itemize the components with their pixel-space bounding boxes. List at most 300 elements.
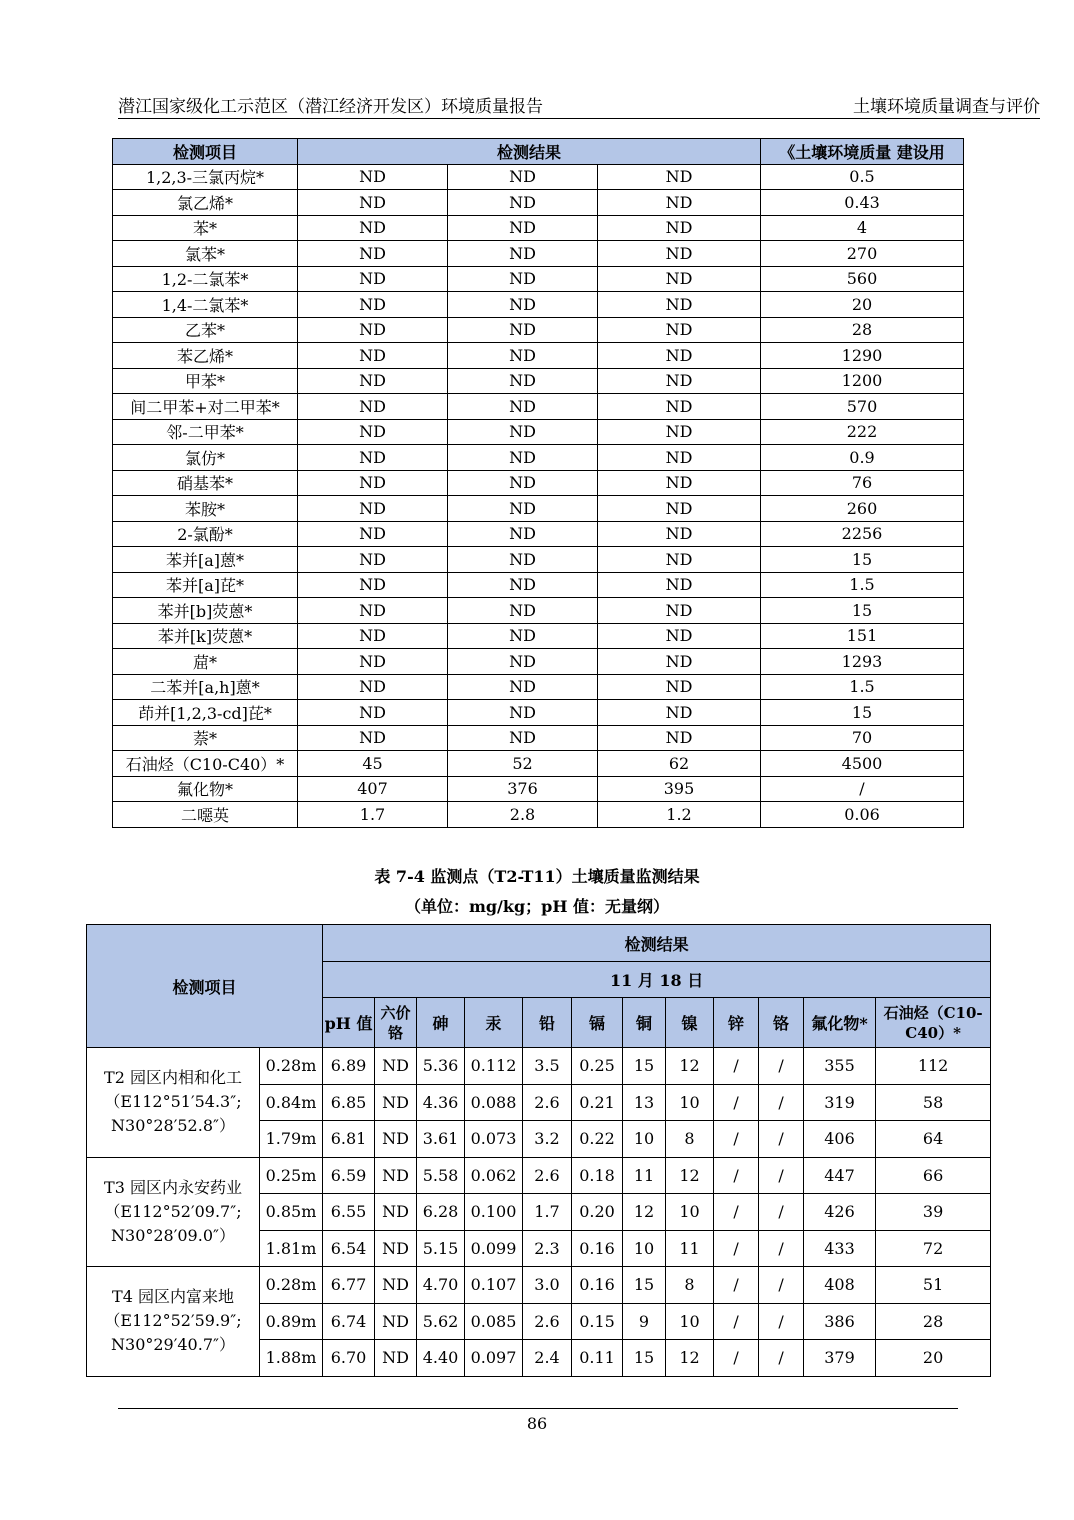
- result-value-cell: ND: [298, 190, 448, 216]
- result-value-cell: 0.20: [572, 1194, 623, 1231]
- table-body: [87, 1048, 991, 1377]
- table-row: [113, 674, 964, 700]
- result-value-cell: ND: [298, 394, 448, 420]
- depth-cell: 0.84m: [260, 1084, 323, 1121]
- standard-value-cell: 570: [761, 394, 964, 420]
- result-value-cell: 12: [666, 1048, 714, 1085]
- result-value-cell: 12: [623, 1194, 666, 1231]
- result-value-cell: ND: [448, 394, 598, 420]
- monitoring-point-line: （E112°51′54.3″;: [104, 1092, 242, 1112]
- column-header: 铬: [759, 998, 804, 1048]
- header-item: 检测项目: [87, 925, 323, 1048]
- result-value-cell: 6.77: [323, 1267, 375, 1304]
- result-value-cell: 5.62: [417, 1303, 465, 1340]
- result-value-cell: 5.15: [417, 1230, 465, 1267]
- item-name-cell: 氟化物*: [113, 776, 298, 802]
- table-row: [113, 241, 964, 267]
- result-value-cell: 379: [804, 1340, 876, 1377]
- header-result: 检测结果: [298, 139, 761, 165]
- result-value-cell: ND: [448, 547, 598, 573]
- page-header: [118, 92, 1040, 118]
- result-value-cell: ND: [448, 445, 598, 471]
- result-value-cell: 15: [623, 1267, 666, 1304]
- column-header: 锌: [714, 998, 759, 1048]
- item-name-cell: 1,2-二氯苯*: [113, 266, 298, 292]
- result-value-cell: 5.36: [417, 1048, 465, 1085]
- item-name-cell: 甲苯*: [113, 368, 298, 394]
- result-value-cell: ND: [448, 190, 598, 216]
- result-value-cell: 0.11: [572, 1340, 623, 1377]
- monitoring-point-line: N30°29′40.7″）: [111, 1335, 235, 1355]
- result-value-cell: 408: [804, 1267, 876, 1304]
- result-value-cell: ND: [448, 266, 598, 292]
- result-value-cell: 13: [623, 1084, 666, 1121]
- table-row: [113, 292, 964, 318]
- result-value-cell: /: [759, 1121, 804, 1158]
- result-value-cell: 28: [876, 1303, 991, 1340]
- result-value-cell: 0.088: [465, 1084, 523, 1121]
- column-header: 镉: [572, 998, 623, 1048]
- standard-value-cell: 0.5: [761, 164, 964, 190]
- item-name-cell: 茚并[1,2,3-cd]芘*: [113, 700, 298, 726]
- result-value-cell: ND: [598, 215, 761, 241]
- result-value-cell: 20: [876, 1340, 991, 1377]
- item-name-cell: 1,4-二氯苯*: [113, 292, 298, 318]
- standard-value-cell: /: [761, 776, 964, 802]
- result-value-cell: 6.54: [323, 1230, 375, 1267]
- column-header: pH 值: [323, 998, 375, 1048]
- result-value-cell: ND: [298, 547, 448, 573]
- result-value-cell: ND: [375, 1048, 417, 1085]
- result-value-cell: ND: [448, 215, 598, 241]
- result-value-cell: 4.70: [417, 1267, 465, 1304]
- standard-value-cell: 15: [761, 547, 964, 573]
- result-value-cell: 9: [623, 1303, 666, 1340]
- result-value-cell: 1.7: [298, 802, 448, 828]
- result-value-cell: 0.22: [572, 1121, 623, 1158]
- result-value-cell: ND: [598, 164, 761, 190]
- result-value-cell: ND: [448, 292, 598, 318]
- result-value-cell: 11: [623, 1157, 666, 1194]
- standard-value-cell: 151: [761, 623, 964, 649]
- standard-value-cell: 260: [761, 496, 964, 522]
- result-value-cell: 10: [666, 1084, 714, 1121]
- standard-value-cell: 1290: [761, 343, 964, 369]
- result-value-cell: 395: [598, 776, 761, 802]
- result-value-cell: ND: [298, 241, 448, 267]
- table-row: [113, 751, 964, 777]
- result-value-cell: 4.36: [417, 1084, 465, 1121]
- result-value-cell: 0.16: [572, 1267, 623, 1304]
- result-value-cell: 10: [666, 1303, 714, 1340]
- result-value-cell: 8: [666, 1121, 714, 1158]
- table-row: [113, 572, 964, 598]
- result-value-cell: 10: [666, 1194, 714, 1231]
- table-row: [113, 190, 964, 216]
- result-value-cell: 2.4: [523, 1340, 572, 1377]
- result-value-cell: ND: [598, 674, 761, 700]
- result-value-cell: 0.097: [465, 1340, 523, 1377]
- result-value-cell: 3.2: [523, 1121, 572, 1158]
- item-name-cell: 苯胺*: [113, 496, 298, 522]
- table-row: [87, 1157, 991, 1194]
- result-value-cell: 0.25: [572, 1048, 623, 1085]
- result-value-cell: 6.74: [323, 1303, 375, 1340]
- depth-cell: 0.85m: [260, 1194, 323, 1231]
- result-value-cell: 66: [876, 1157, 991, 1194]
- result-value-cell: ND: [375, 1157, 417, 1194]
- result-value-cell: ND: [448, 623, 598, 649]
- result-value-cell: 39: [876, 1194, 991, 1231]
- result-value-cell: 386: [804, 1303, 876, 1340]
- result-value-cell: /: [714, 1230, 759, 1267]
- table-caption: 表 7-4 监测点（T2-T11）土壤质量监测结果: [374, 867, 700, 886]
- result-value-cell: ND: [448, 470, 598, 496]
- item-name-cell: 2-氯酚*: [113, 521, 298, 547]
- standard-value-cell: 4500: [761, 751, 964, 777]
- result-value-cell: ND: [448, 725, 598, 751]
- result-value-cell: ND: [448, 419, 598, 445]
- result-value-cell: /: [714, 1340, 759, 1377]
- result-value-cell: 447: [804, 1157, 876, 1194]
- result-value-cell: ND: [448, 598, 598, 624]
- result-value-cell: /: [714, 1084, 759, 1121]
- depth-cell: 0.25m: [260, 1157, 323, 1194]
- result-value-cell: ND: [598, 725, 761, 751]
- result-value-cell: ND: [598, 521, 761, 547]
- result-value-cell: ND: [598, 241, 761, 267]
- table-row: [87, 1048, 991, 1085]
- result-value-cell: 0.085: [465, 1303, 523, 1340]
- result-value-cell: ND: [598, 317, 761, 343]
- result-value-cell: ND: [448, 368, 598, 394]
- result-value-cell: 62: [598, 751, 761, 777]
- column-header: 氟化物*: [804, 998, 876, 1048]
- page-number: 86: [526, 1414, 548, 1433]
- result-value-cell: ND: [375, 1340, 417, 1377]
- result-value-cell: ND: [298, 343, 448, 369]
- standard-value-cell: 1200: [761, 368, 964, 394]
- result-value-cell: 2.6: [523, 1303, 572, 1340]
- result-value-cell: 3.61: [417, 1121, 465, 1158]
- result-value-cell: 112: [876, 1048, 991, 1085]
- result-value-cell: ND: [298, 725, 448, 751]
- result-value-cell: ND: [448, 164, 598, 190]
- result-value-cell: 58: [876, 1084, 991, 1121]
- standard-value-cell: 270: [761, 241, 964, 267]
- result-value-cell: /: [759, 1230, 804, 1267]
- monitoring-point-line: （E112°52′59.9″;: [104, 1311, 242, 1331]
- result-value-cell: 4.40: [417, 1340, 465, 1377]
- depth-cell: 0.28m: [260, 1048, 323, 1085]
- result-value-cell: 0.100: [465, 1194, 523, 1231]
- standard-value-cell: 0.9: [761, 445, 964, 471]
- result-value-cell: 6.55: [323, 1194, 375, 1231]
- result-value-cell: 0.112: [465, 1048, 523, 1085]
- result-value-cell: ND: [448, 674, 598, 700]
- result-value-cell: ND: [298, 700, 448, 726]
- result-value-cell: ND: [598, 496, 761, 522]
- table-row: [113, 266, 964, 292]
- result-value-cell: ND: [598, 190, 761, 216]
- table-row: [113, 496, 964, 522]
- table-row: [113, 776, 964, 802]
- result-value-cell: 355: [804, 1048, 876, 1085]
- result-value-cell: ND: [598, 700, 761, 726]
- result-value-cell: ND: [298, 445, 448, 471]
- result-value-cell: ND: [598, 547, 761, 573]
- result-value-cell: ND: [448, 521, 598, 547]
- column-header: 砷: [417, 998, 465, 1048]
- item-name-cell: 硝基苯*: [113, 470, 298, 496]
- result-value-cell: 1.2: [598, 802, 761, 828]
- result-value-cell: ND: [375, 1267, 417, 1304]
- monitoring-point-line: T3 园区内永安药业: [104, 1177, 242, 1197]
- result-value-cell: ND: [298, 598, 448, 624]
- table-row: [87, 1267, 991, 1304]
- result-value-cell: ND: [298, 623, 448, 649]
- item-name-cell: 苯并[a]蒽*: [113, 547, 298, 573]
- result-value-cell: 2.3: [523, 1230, 572, 1267]
- result-value-cell: ND: [298, 368, 448, 394]
- monitoring-point-cell: [87, 1267, 260, 1377]
- result-value-cell: 406: [804, 1121, 876, 1158]
- item-name-cell: 二噁英: [113, 802, 298, 828]
- monitoring-point-cell: [87, 1157, 260, 1267]
- result-value-cell: /: [714, 1121, 759, 1158]
- standard-value-cell: 15: [761, 700, 964, 726]
- standard-value-cell: 20: [761, 292, 964, 318]
- item-name-cell: 氯乙烯*: [113, 190, 298, 216]
- result-value-cell: ND: [448, 700, 598, 726]
- monitoring-point-line: T2 园区内相和化工: [104, 1068, 242, 1088]
- result-value-cell: ND: [375, 1230, 417, 1267]
- item-name-cell: 二苯并[a,h]蒽*: [113, 674, 298, 700]
- standard-value-cell: 2256: [761, 521, 964, 547]
- result-value-cell: ND: [298, 164, 448, 190]
- column-header: 铅: [523, 998, 572, 1048]
- result-value-cell: ND: [598, 598, 761, 624]
- result-value-cell: 0.099: [465, 1230, 523, 1267]
- result-value-cell: 10: [623, 1230, 666, 1267]
- table-unit-note: （单位：mg/kg；pH 值：无量纲）: [404, 897, 670, 916]
- table-header-row: [113, 139, 964, 165]
- result-value-cell: ND: [448, 572, 598, 598]
- result-value-cell: 52: [448, 751, 598, 777]
- result-value-cell: 2.6: [523, 1084, 572, 1121]
- table-row: [113, 598, 964, 624]
- result-value-cell: 6.59: [323, 1157, 375, 1194]
- result-value-cell: ND: [375, 1084, 417, 1121]
- table-row: [113, 623, 964, 649]
- result-value-cell: /: [759, 1194, 804, 1231]
- table-row: [113, 547, 964, 573]
- result-value-cell: 0.073: [465, 1121, 523, 1158]
- table-header-row: [87, 925, 991, 962]
- standard-value-cell: 560: [761, 266, 964, 292]
- header-divider: [118, 118, 1040, 119]
- result-value-cell: ND: [448, 317, 598, 343]
- section-title: 土壤环境质量调查与评价: [853, 97, 1040, 117]
- footer-divider: [118, 1408, 958, 1409]
- result-value-cell: ND: [598, 623, 761, 649]
- result-value-cell: ND: [448, 496, 598, 522]
- table-row: [113, 215, 964, 241]
- monitoring-point-line: N30°28′52.8″）: [111, 1116, 235, 1136]
- result-value-cell: /: [759, 1048, 804, 1085]
- item-name-cell: 苯*: [113, 215, 298, 241]
- result-value-cell: /: [714, 1267, 759, 1304]
- table-row: [113, 419, 964, 445]
- table-row: [113, 394, 964, 420]
- result-value-cell: ND: [598, 445, 761, 471]
- standard-value-cell: 222: [761, 419, 964, 445]
- result-value-cell: ND: [298, 419, 448, 445]
- result-value-cell: 1.7: [523, 1194, 572, 1231]
- result-value-cell: 407: [298, 776, 448, 802]
- column-header: 六价铬: [375, 998, 417, 1048]
- result-value-cell: 5.58: [417, 1157, 465, 1194]
- item-name-cell: 邻-二甲苯*: [113, 419, 298, 445]
- header-result: 检测结果: [323, 925, 991, 962]
- result-value-cell: /: [759, 1303, 804, 1340]
- result-value-cell: /: [759, 1157, 804, 1194]
- result-value-cell: ND: [598, 649, 761, 675]
- report-title: 潜江国家级化工示范区（潜江经济开发区）环境质量报告: [118, 97, 543, 117]
- table-row: [113, 343, 964, 369]
- result-value-cell: 6.70: [323, 1340, 375, 1377]
- standard-value-cell: 70: [761, 725, 964, 751]
- result-value-cell: 45: [298, 751, 448, 777]
- result-value-cell: 64: [876, 1121, 991, 1158]
- result-value-cell: 0.21: [572, 1084, 623, 1121]
- result-value-cell: 426: [804, 1194, 876, 1231]
- item-name-cell: 苯并[b]荧蒽*: [113, 598, 298, 624]
- standard-value-cell: 4: [761, 215, 964, 241]
- result-value-cell: ND: [375, 1194, 417, 1231]
- table-row: [113, 521, 964, 547]
- result-value-cell: ND: [375, 1303, 417, 1340]
- result-value-cell: ND: [298, 572, 448, 598]
- item-name-cell: 䓛*: [113, 649, 298, 675]
- result-value-cell: 10: [623, 1121, 666, 1158]
- depth-cell: 1.81m: [260, 1230, 323, 1267]
- result-value-cell: 15: [623, 1048, 666, 1085]
- result-value-cell: 11: [666, 1230, 714, 1267]
- result-value-cell: ND: [298, 674, 448, 700]
- result-value-cell: /: [714, 1157, 759, 1194]
- item-name-cell: 氯仿*: [113, 445, 298, 471]
- standard-value-cell: 28: [761, 317, 964, 343]
- result-value-cell: 12: [666, 1157, 714, 1194]
- result-value-cell: ND: [298, 266, 448, 292]
- result-value-cell: 376: [448, 776, 598, 802]
- result-value-cell: 6.89: [323, 1048, 375, 1085]
- result-value-cell: 51: [876, 1267, 991, 1304]
- item-name-cell: 乙苯*: [113, 317, 298, 343]
- result-value-cell: 2.8: [448, 802, 598, 828]
- monitoring-point-line: N30°28′09.0″）: [111, 1225, 235, 1245]
- standard-value-cell: 1.5: [761, 674, 964, 700]
- result-value-cell: 6.81: [323, 1121, 375, 1158]
- result-value-cell: /: [714, 1048, 759, 1085]
- item-name-cell: 石油烃（C10-C40）*: [113, 751, 298, 777]
- table-row: [113, 445, 964, 471]
- header-standard: 《土壤环境质量 建设用: [761, 139, 964, 165]
- result-value-cell: ND: [298, 292, 448, 318]
- table-body: [113, 164, 964, 827]
- result-value-cell: /: [759, 1340, 804, 1377]
- result-value-cell: 319: [804, 1084, 876, 1121]
- monitoring-point-line: T4 园区内富来地: [112, 1287, 234, 1307]
- standard-value-cell: 0.06: [761, 802, 964, 828]
- result-value-cell: ND: [375, 1121, 417, 1158]
- result-value-cell: /: [714, 1194, 759, 1231]
- standard-value-cell: 1293: [761, 649, 964, 675]
- depth-cell: 0.89m: [260, 1303, 323, 1340]
- result-value-cell: 0.107: [465, 1267, 523, 1304]
- result-value-cell: 12: [666, 1340, 714, 1377]
- result-value-cell: ND: [448, 649, 598, 675]
- result-value-cell: /: [759, 1084, 804, 1121]
- result-value-cell: ND: [598, 572, 761, 598]
- result-value-cell: 15: [623, 1340, 666, 1377]
- result-value-cell: 72: [876, 1230, 991, 1267]
- table-row: [113, 317, 964, 343]
- item-name-cell: 萘*: [113, 725, 298, 751]
- result-value-cell: 0.18: [572, 1157, 623, 1194]
- item-name-cell: 苯并[k]荧蒽*: [113, 623, 298, 649]
- result-value-cell: 8: [666, 1267, 714, 1304]
- item-name-cell: 苯乙烯*: [113, 343, 298, 369]
- item-name-cell: 1,2,3-三氯丙烷*: [113, 164, 298, 190]
- table-row: [113, 164, 964, 190]
- item-name-cell: 间二甲苯+对二甲苯*: [113, 394, 298, 420]
- depth-cell: 1.79m: [260, 1121, 323, 1158]
- result-value-cell: 6.28: [417, 1194, 465, 1231]
- table-row: [113, 368, 964, 394]
- result-value-cell: 433: [804, 1230, 876, 1267]
- result-value-cell: 3.5: [523, 1048, 572, 1085]
- result-value-cell: ND: [598, 419, 761, 445]
- header-item: 检测项目: [113, 139, 298, 165]
- table-row: [113, 700, 964, 726]
- result-value-cell: ND: [298, 470, 448, 496]
- depth-cell: 0.28m: [260, 1267, 323, 1304]
- depth-cell: 1.88m: [260, 1340, 323, 1377]
- result-value-cell: ND: [598, 394, 761, 420]
- monitoring-point-line: （E112°52′09.7″;: [104, 1201, 242, 1221]
- column-header: 铜: [623, 998, 666, 1048]
- table-row: [113, 649, 964, 675]
- column-header: 石油烃（C10-C40）*: [876, 998, 991, 1048]
- result-value-cell: /: [714, 1303, 759, 1340]
- result-value-cell: ND: [598, 368, 761, 394]
- monitoring-results-table: [86, 924, 991, 1377]
- result-value-cell: ND: [598, 292, 761, 318]
- table-row: [113, 725, 964, 751]
- result-value-cell: 2.6: [523, 1157, 572, 1194]
- standard-value-cell: 76: [761, 470, 964, 496]
- column-header: 镍: [666, 998, 714, 1048]
- result-value-cell: ND: [598, 470, 761, 496]
- result-value-cell: 6.85: [323, 1084, 375, 1121]
- result-value-cell: ND: [448, 343, 598, 369]
- result-value-cell: ND: [448, 241, 598, 267]
- table-row: [113, 470, 964, 496]
- result-value-cell: ND: [298, 521, 448, 547]
- result-value-cell: ND: [298, 649, 448, 675]
